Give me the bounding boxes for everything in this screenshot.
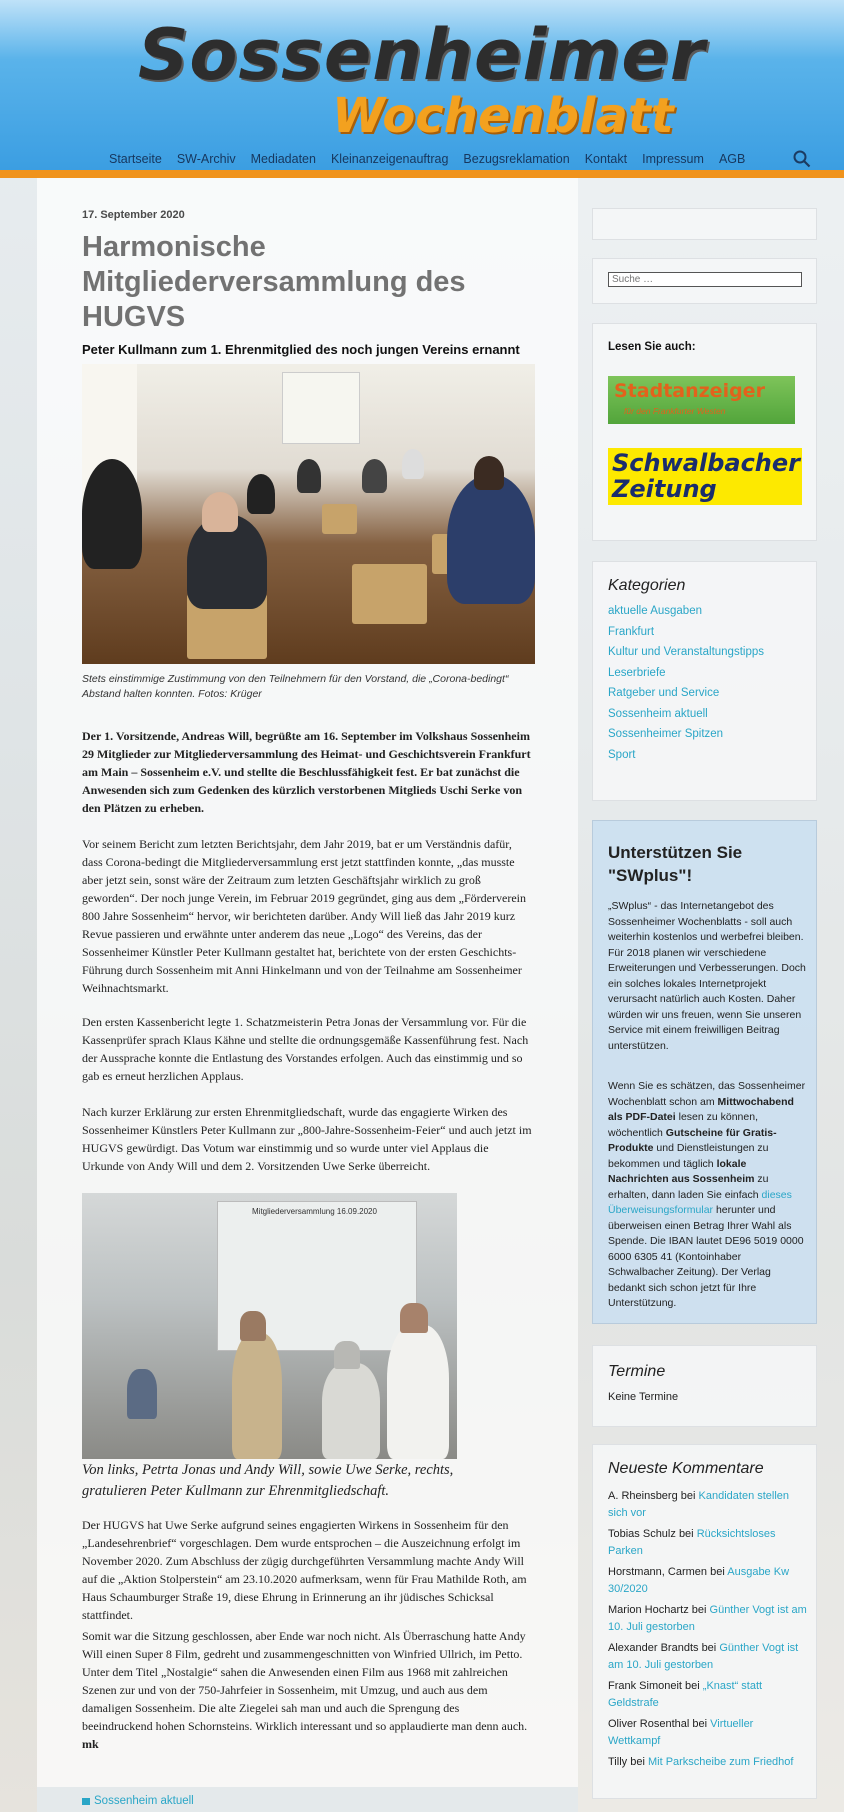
kategorie-sossenheimer-spitzen[interactable]: Sossenheimer Spitzen [608, 728, 724, 740]
comment-author: Tobias Schulz [608, 1528, 676, 1540]
widget-empty [592, 208, 817, 240]
comment-author: Horstmann, Carmen [608, 1566, 708, 1578]
comment-on: bei [691, 1604, 707, 1616]
site-header [0, 0, 844, 170]
widget-kategorien [592, 561, 817, 801]
support-text-e: und Dienstleistungen zu bekommen und täglich [608, 1142, 769, 1170]
comment-item [608, 1564, 808, 1598]
stadtanzeiger-logo[interactable] [608, 376, 795, 424]
photo-caption-2: Von links, Petrta Jonas und Andy Will, sowie Uwe Serke, rechts, gratulieren Peter Kullmann zur Ehrenmitgliedschaft. [82, 1462, 454, 1499]
article-subtitle: Peter Kullmann zum 1. Ehrenmitglied des noch jungen Vereins ernannt [82, 342, 520, 357]
header-accent-bar [0, 170, 844, 178]
widget-search [592, 258, 817, 304]
article-paragraph-5 [82, 1627, 532, 1753]
widget-support [592, 820, 817, 1324]
article-paragraph-4: Der HUGVS hat Uwe Serke aufgrund seines engagierten Wirkens in Sossenheim für den „Landesehrenbrief“ vorgeschlagen. Dem wurde entsprochen – die Auszeichnung erfolgt im November 2020. Zum Abschluss der zügig durchgeführten Versammlung machte Andy Will auf die „Aktion Stolperstein“ am 23.10.2020 aufmerksam, wenn für Frau Mathilde Roth, am Haus Schaumburger Straße 19, diese Ehrung in Erinnerung an ihr jüdisches Schicksal stattfindet. [82, 1518, 527, 1622]
kategorie-kultur[interactable]: Kultur und Veranstaltungstipps [608, 646, 764, 658]
comment-author: Marion Hochartz [608, 1604, 689, 1616]
comment-on: bei [678, 1528, 694, 1540]
kategorie-leserbriefe[interactable]: Leserbriefe [608, 666, 666, 679]
comment-author: A. Rheinsberg [608, 1490, 678, 1502]
support-text-d: Gutscheine für Gratis-Produkte [608, 1126, 777, 1154]
ueberweisungsformular-link[interactable]: dieses Überweisungsformular [608, 1188, 792, 1216]
nav-kontakt[interactable]: Kontakt [584, 152, 628, 166]
comment-post-link[interactable]: „Knast“ statt Geldstrafe [608, 1680, 763, 1709]
comment-post-link[interactable]: Virtueller Wettkampf [608, 1718, 754, 1747]
kategorie-frankfurt[interactable]: Frankfurt [608, 625, 655, 638]
schwalbacher-logo-line1: Schwalbacher [612, 449, 800, 477]
category-link[interactable]: Sossenheim aktuell [94, 1795, 194, 1807]
article-paragraph-2: Den ersten Kassenbericht legte 1. Schatzmeisterin Petra Jonas der Versammlung vor. Für die Kassenprüfer sprach Klaus Kähne und stellte die ordnungsgemäße Kassenführung fest. Nach der Aussprache konnte die Entlastung des Vorstandes erfolgen. Auch das einstimmig und so gab es erneut herzlichen Applaus. [82, 1015, 529, 1083]
comment-item [608, 1488, 808, 1522]
comment-item [608, 1678, 808, 1712]
article-lead: Der 1. Vorsitzende, Andreas Will, begrüßte am 16. September im Volkshaus Sossenheim 29 Mitglieder zur Mitgliederversammlung des Heimat- und Geschichtsverein Frankfurt am Main – Sossenheim e.V. und stellte die Beschlussfähigkeit fest. Er bat zunächst die Anwesenden sich zum Gedenken des kürzlich verstorbenen Mitglieds Uschi Serke von den Plätzen zu erheben. [82, 729, 531, 815]
nav-agb[interactable]: AGB [718, 152, 746, 166]
support-title: Unterstützen Sie "SWplus"! [608, 843, 743, 885]
photo-screen-text: Mitgliederversammlung 16.09.2020 [252, 1207, 377, 1216]
nav-impressum[interactable]: Impressum [642, 152, 704, 166]
comments-list [608, 1488, 808, 1775]
comment-post-link[interactable]: Mit Parkscheibe zum Friedhof [647, 1756, 794, 1768]
article-paragraph-1: Vor seinem Bericht zum letzten Berichtsjahr, dem Jahr 2019, bat er um Verständnis dafür, dass Corona-bedingt die Mitgliederversammlung erst jetzt stattfinden konnte, „das musste aber jetzt sein, sonst wäre der Zeitraum zum letzten Geschäftsjahr wirklich zu groß geworden“. Der noch junge Verein, im Februar 2019 gegründet, ging aus dem „Förderverein 800 Jahre Sossenheim“ hervor, wir berichteten darüber. Andy Will ließ das Jahr 2019 kurz Revue passieren und erwähnte unter anderem das neue „Logo“ des Vereins, das der Sossenheimer Künstler Peter Kullmann gestaltet hat, berichtete von der ersten Geschichts-Führung durch Sossenheim mit Anni Hinkelmann und von der Teilnahme am Sossenheimer Weihnachtsmarkt. [82, 837, 526, 995]
comment-on: bei [685, 1680, 700, 1692]
nav-mediadaten[interactable]: Mediadaten [250, 152, 316, 166]
nav-bezugsreklamation[interactable]: Bezugsreklamation [463, 152, 570, 166]
logo-line2[interactable]: Wochenblatt [332, 88, 674, 144]
article-paragraph-5-text: Somit war die Sitzung geschlossen, aber Ende war noch nicht. Als Überraschung hatte Andy Will einen Super 8 Film, gedreht und zusammengeschnitten von Winfried Ullrich, im Petto. Unter dem Titel „Nostalgie“ sahen die Anwesenden einen Film aus 1968 mit zahlreichen Szenen zur und von der 750-Jahrfeier in Sossenheim, mit Umzug, und auch aus dem damaligen Sossenheim. Die alte Ziegelei sah man und auch die Sprengung des beeindruckend hohen Schornsteins. Wirklich interessant und so applaudierte man denn auch. [82, 1629, 528, 1733]
comment-item [608, 1754, 808, 1771]
widget-comments [592, 1444, 817, 1799]
stadtanzeiger-logo-subtext: für den Frankfurter Westen [624, 406, 726, 416]
termine-text: Keine Termine [608, 1391, 679, 1403]
comment-post-link[interactable]: Rücksichtsloses Parken [608, 1528, 776, 1557]
support-text-a: Wenn Sie es schätzen, das Sossenheimer Wochenblatt schon am [608, 1080, 806, 1108]
article-photo-assembly [82, 364, 535, 664]
kategorie-aktuelle-ausgaben[interactable]: aktuelle Ausgaben [608, 605, 702, 617]
support-text-g: zu erhalten, dann laden Sie einfach [608, 1173, 769, 1201]
support-text-h: herunter und überweisen einen Betrag Ihrer Wahl als Spende. Die IBAN lautet DE96 5019 0000 6000 6305 41 (Kontoinhaber Schwalbacher Zeitung). Der Verlag bedankt sich schon jetzt für Ihre Unterstützung. [608, 1204, 804, 1309]
kategorien-title: Kategorien [608, 577, 686, 594]
kategorie-ratgeber[interactable]: Ratgeber und Service [608, 687, 720, 699]
comment-item [608, 1640, 808, 1674]
kategorie-sport[interactable]: Sport [608, 748, 636, 761]
comments-title: Neueste Kommentare [608, 1460, 764, 1477]
comment-item [608, 1602, 808, 1636]
widget-read-also [592, 323, 817, 541]
nav-startseite[interactable]: Startseite [109, 152, 162, 166]
kategorie-sossenheim-aktuell[interactable]: Sossenheim aktuell [608, 707, 708, 720]
article-category-footer [37, 1787, 578, 1812]
stadtanzeiger-logo-text: Stadtanzeiger [614, 380, 765, 402]
comment-author: Oliver Rosenthal [608, 1718, 690, 1730]
article-paragraph-3: Nach kurzer Erklärung zur ersten Ehrenmitgliedschaft, wurde das engagierte Wirken des Sossenheimer Künstlers Peter Kullmann zur „800-Jahre-Sossenheim-Feier“ und auch jetzt im HUGVS gewürdigt. Das Votum war einstimmig und so wurde unter viel Applaus die Urkunde von Andy Will und dem 2. Vorsitzenden Uwe Serke überreicht. [82, 1105, 532, 1173]
widget-termine [592, 1345, 817, 1427]
schwalbacher-logo-line2: Zeitung [612, 475, 717, 503]
schwalbacher-logo-text [612, 450, 800, 502]
support-text-b: Mittwochabend als PDF-Datei [608, 1095, 794, 1123]
comment-item [608, 1526, 808, 1560]
article-photo-honor [82, 1193, 457, 1459]
kategorien-list [608, 605, 764, 761]
comment-post-link[interactable]: Kandidaten stellen sich vor [608, 1490, 790, 1519]
schwalbacher-zeitung-logo[interactable] [608, 448, 802, 505]
comment-on: bei [680, 1490, 696, 1502]
search-icon[interactable] [793, 150, 811, 168]
comment-post-link[interactable]: Günther Vogt ist am 10. Juli gestorben [608, 1604, 807, 1633]
photo-caption-1: Stets einstimmige Zustimmung von den Teilnehmern für den Vorstand, die „Corona-bedingt“ Abstand halten konnten. Fotos: Krüger [82, 673, 509, 700]
search-input[interactable] [608, 272, 802, 287]
support-text-c: lesen zu können, wöchentlich [608, 1111, 758, 1139]
comment-item [608, 1716, 808, 1750]
nav-kleinanzeigenauftrag[interactable]: Kleinanzeigenauftrag [330, 152, 449, 166]
main-nav [109, 152, 760, 166]
comment-author: Frank Simoneit [608, 1680, 682, 1692]
logo-line1[interactable]: Sossenheimer [138, 14, 706, 96]
comment-author: Tilly [608, 1756, 628, 1768]
author-signature: mk [82, 1737, 99, 1751]
comment-author: Alexander Brandts [608, 1642, 699, 1654]
comment-on: bei [710, 1566, 725, 1578]
comment-on: bei [630, 1756, 645, 1768]
support-paragraph-2 [608, 1079, 806, 1312]
read-also-title: Lesen Sie auch: [608, 341, 696, 353]
comment-on: bei [701, 1642, 717, 1654]
comment-post-link[interactable]: Günther Vogt ist am 10. Juli gestorben [608, 1642, 799, 1671]
support-text-f: lokale Nachrichten aus Sossenheim [608, 1157, 755, 1185]
comment-post-link[interactable]: Ausgabe Kw 30/2020 [608, 1566, 790, 1595]
article-date[interactable]: 17. September 2020 [82, 209, 185, 221]
support-paragraph-1: „SWplus“ - das Internetangebot des Sossenheimer Wochenblatts - soll auch weiterhin kostenlos und werbefrei bleiben. Für 2018 planen wir verschiedene Erweiterungen und Verbesserungen. Doch ein solches lokales Internetprojekt verursacht natürlich auch Kosten. Daher würden wir uns freuen, wenn Sie unseren Service mit einem freiwilligen Beitrag unterstützen. [608, 900, 806, 1052]
nav-sw-archiv[interactable]: SW-Archiv [176, 152, 236, 166]
folder-icon [82, 1798, 90, 1805]
termine-title: Termine [608, 1363, 666, 1380]
comment-on: bei [692, 1718, 708, 1730]
article-title: Harmonische Mitgliederversammlung des HUGVS [82, 231, 466, 333]
